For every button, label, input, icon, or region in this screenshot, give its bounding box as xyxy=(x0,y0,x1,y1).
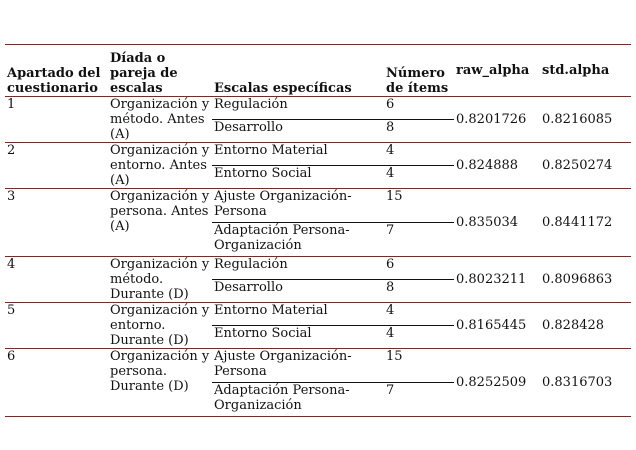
diada-cell: Organización y método. Antes (A) xyxy=(108,97,212,143)
apartado-cell: 3 xyxy=(5,189,108,257)
items-count-cell: 4 xyxy=(384,143,454,166)
raw-alpha-cell: 0.8201726 xyxy=(454,97,540,143)
scale-name-cell: Entorno Social xyxy=(212,326,384,349)
std-alpha-cell: 0.8096863 xyxy=(540,257,631,303)
scale-name-cell: Entorno Material xyxy=(212,143,384,166)
items-count-cell: 15 xyxy=(384,349,454,383)
table-row xyxy=(5,97,631,120)
scale-name-cell: Ajuste Organización-Persona xyxy=(212,349,384,383)
scale-name-cell: Ajuste Organización-Persona xyxy=(212,189,384,223)
table-row xyxy=(5,257,631,280)
scale-name-cell: Regulación xyxy=(212,257,384,280)
table-body xyxy=(5,97,631,417)
header-escalas: Escalas específicas xyxy=(212,45,384,97)
std-alpha-cell: 0.8250274 xyxy=(540,143,631,189)
items-count-cell: 7 xyxy=(384,223,454,257)
header-apartado: Apartado del cuestionario xyxy=(5,45,108,97)
std-alpha-cell: 0.8316703 xyxy=(540,349,631,417)
raw-alpha-cell: 0.8165445 xyxy=(454,303,540,349)
header-raw-alpha: raw_alpha xyxy=(454,45,540,97)
scale-name-cell: Desarrollo xyxy=(212,120,384,143)
apartado-cell: 2 xyxy=(5,143,108,189)
scale-name-cell: Regulación xyxy=(212,97,384,120)
items-count-cell: 6 xyxy=(384,97,454,120)
table-row xyxy=(5,349,631,383)
scale-name-cell: Entorno Material xyxy=(212,303,384,326)
scale-name-cell: Adaptación Persona-Organización xyxy=(212,383,384,417)
raw-alpha-cell: 0.8023211 xyxy=(454,257,540,303)
apartado-cell: 6 xyxy=(5,349,108,417)
items-count-cell: 4 xyxy=(384,166,454,189)
scale-name-cell: Entorno Social xyxy=(212,166,384,189)
raw-alpha-cell: 0.8252509 xyxy=(454,349,540,417)
raw-alpha-cell: 0.835034 xyxy=(454,189,540,257)
items-count-cell: 4 xyxy=(384,326,454,349)
table-header-row xyxy=(5,45,631,97)
items-count-cell: 15 xyxy=(384,189,454,223)
diada-cell: Organización y persona. Antes (A) xyxy=(108,189,212,257)
items-count-cell: 4 xyxy=(384,303,454,326)
table-row xyxy=(5,303,631,326)
apartado-cell: 5 xyxy=(5,303,108,349)
std-alpha-cell: 0.8216085 xyxy=(540,97,631,143)
items-count-cell: 7 xyxy=(384,383,454,417)
scale-name-cell: Adaptación Persona-Organización xyxy=(212,223,384,257)
reliability-table xyxy=(5,44,631,417)
diada-cell: Organización y entorno. Durante (D) xyxy=(108,303,212,349)
diada-cell: Organización y método. Durante (D) xyxy=(108,257,212,303)
std-alpha-cell: 0.828428 xyxy=(540,303,631,349)
raw-alpha-cell: 0.824888 xyxy=(454,143,540,189)
diada-cell: Organización y persona. Durante (D) xyxy=(108,349,212,417)
apartado-cell: 1 xyxy=(5,97,108,143)
items-count-cell: 6 xyxy=(384,257,454,280)
diada-cell: Organización y entorno. Antes (A) xyxy=(108,143,212,189)
std-alpha-cell: 0.8441172 xyxy=(540,189,631,257)
table-row xyxy=(5,143,631,166)
header-numero: Número de ítems xyxy=(384,45,454,97)
items-count-cell: 8 xyxy=(384,280,454,303)
table-row xyxy=(5,189,631,223)
scale-name-cell: Desarrollo xyxy=(212,280,384,303)
header-diada: Díada o pareja de escalas xyxy=(108,45,212,97)
header-std-alpha: std.alpha xyxy=(540,45,631,97)
items-count-cell: 8 xyxy=(384,120,454,143)
apartado-cell: 4 xyxy=(5,257,108,303)
